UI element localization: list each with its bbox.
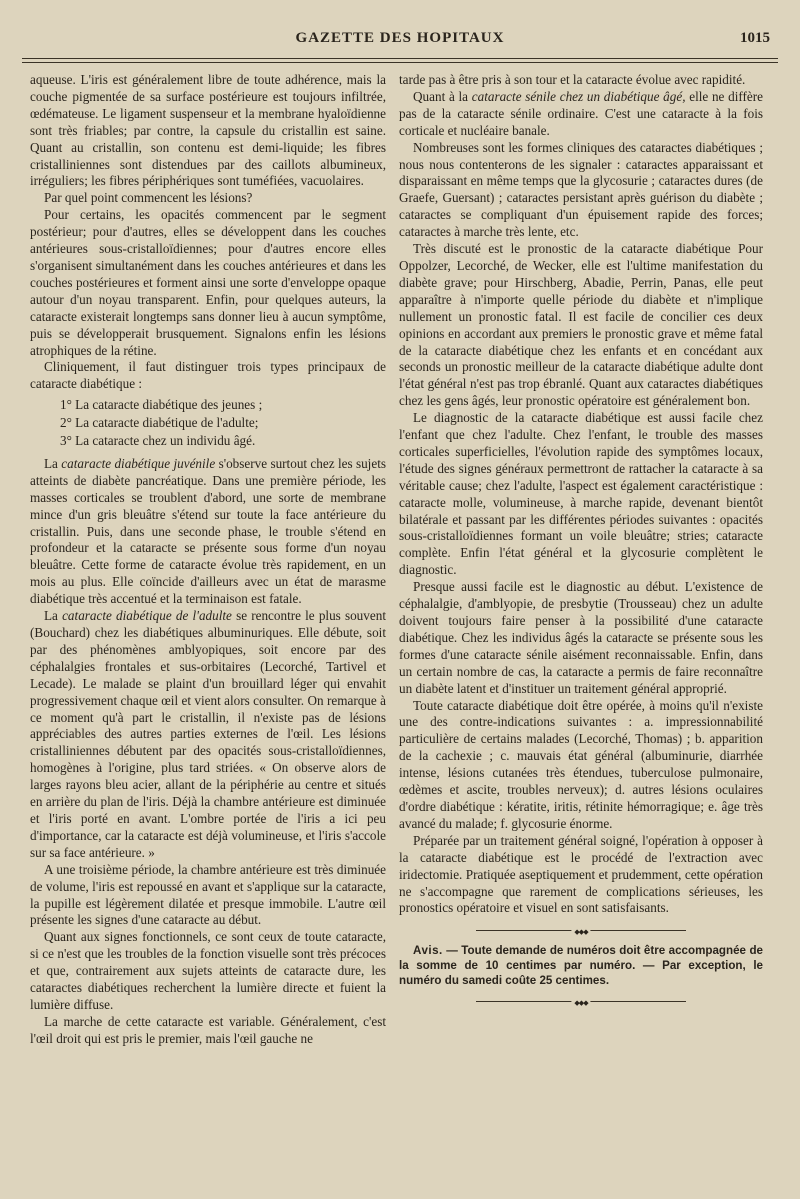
left-column: [30, 72, 386, 1048]
paragraph-senile: Quant à la cataracte sénile chez un diabétique âgé, elle ne diffère pas de la cataracte sénile ordinaire. C'est une cataracte à la fois corticale et nucléaire banale.: [399, 88, 764, 138]
paragraph: Toute cataracte diabétique doit être opérée, à moins qu'il n'existe une des contre-indications suivantes : a. impressionnabilité particulière de certains malades (Lecorché, Thomas) ; b. apparition de la cachexie ; c. mauvais état général (albuminurie, diarrhée intense, lésions cutanées très étendues, tuberculose pulmonaire, œdèmes et ascite, troubles nerveux); d. autres lésions oculaires d'ordre diabétique : kératite, iritis, rétinite hémorragique; e. âge très avancé du malade; f. glycosurie énorme.: [399, 697, 763, 831]
paragraph: aqueuse. L'iris est généralement libre de toute adhérence, mais la couche pigmentée de sa surface postérieure est toujours infiltrée, œdémateuse. Le ligament suspenseur et la membrane hyaloïdienne sont très friables; par contre, la capsule du cristallin est saine. Quant au cristallin, son contenu est demi-liquide; les fibres cristalliniennes sont distendues par des caillots albumineux, irréguliers; les fibres périphériques sont tuméfiées, vacuolaires.: [30, 72, 386, 189]
paragraph: Très discuté est le pronostic de la cataracte diabétique Pour Oppolzer, Lecorché, de Wecker, elle est l'ultime manifestation du diabète grave; pour Hirschberg, Abadie, Perrin, Panas, elle peut apparaître à n'importe quelle période du diabète et n'implique nullement un pronostic fatal. Il est facile de concilier ces deux opinions en accordant aux premiers le pronostic grave et même fatal de la cataracte diabétique chez les enfants et en concédant aux seconds un pronostic meilleur de la cataracte diabétique adulte dont l'état général n'est pas trop ébranlé. Quant aux cataractes diabétiques chez les gens âgés, leur pronostic opératoire est généralement bon.: [399, 241, 763, 409]
paragraph: Pour certains, les opacités commencent par le segment postérieur; pour d'autres, elles se développent dans les couches antérieures sous-cristalloïdiennes; pour d'autres encore elles s'organisent simultanément dans les couches antérieures et dans les couches postérieures et forment ainsi une sorte d'enveloppe opaque autour d'un noyau transparent. Enfin, pour quelques auteurs, la cataracte existerait longtemps sans donner lieu à aucun symptôme, puis se développerait brusquement. Signalons enfin les lésions atrophiques de la rétine.: [30, 207, 386, 358]
list-item: 2° La cataracte diabétique de l'adulte;: [60, 415, 259, 431]
paragraph: Par quel point commencent les lésions?: [44, 190, 253, 206]
journal-title: GAZETTE DES HOPITAUX: [295, 30, 505, 46]
notice-label: Avis.: [413, 944, 443, 958]
ornament-separator: [476, 925, 686, 935]
page-header: [22, 30, 778, 54]
term-juvenile: cataracte diabétique juvénile: [61, 455, 216, 471]
term-senile: cataracte sénile chez un diabétique âgé,: [471, 88, 686, 104]
notice-text: — Toute demande de numéros doit être accompagnée de la somme de 10 centimes par numéro. — Par exception, le numéro du samedi coûte 25 centimes.: [399, 944, 763, 988]
cataract-types-list: [30, 397, 386, 450]
paragraph: Le diagnostic de la cataracte diabétique est aussi facile chez l'enfant que chez l'adulte. Chez l'enfant, le trouble des masses corticales superficielles, l'évolution rapide des symptômes locaux, l'étude des signes généraux permettront de rattacher la cataracte à sa véritable cause; chez l'adulte, l'aspect est également caractéristique : cataracte molle, volumineuse, à marche rapide, devenant bientôt bilatérale et passant par les différentes périodes suivantes : opacités sous-cristalloïdiennes formant un voile bleuâtre; stries; cataracte complète. Enfin l'état général et la glycosurie complètent le diagnostic.: [399, 410, 763, 578]
paragraph: Préparée par un traitement général soigné, l'opération à opposer à la cataracte diabétique est le procédé de l'extraction avec iridectomie. Pratiquée aseptiquement et prudemment, cette opération ne s'accompagne que rarement de complications sérieuses, les pronostics opératoire et visuel en sont satisfaisants.: [399, 832, 763, 916]
paragraph-juvenile: La cataracte diabétique juvénile s'observe surtout chez les sujets atteints de diabète pancréatique. Dans une première période, les masses corticales se troublent d'abord, une sorte de membrane mince d'un gris bleuâtre s'étend sur toute la face antérieure du cristallin. Puis, dans une seconde phase, le trouble s'étend en profondeur et la cataracte se présente sous forme d'un noyau bleuâtre. Cette forme de cataracte évolue très rapidement, en un mois au plus. Elle coïncide d'ailleurs avec un état de marasme diabétique très accentué et la terminaison est fatale.: [30, 455, 386, 607]
notice-avis: [399, 943, 763, 988]
header-rule: [22, 58, 778, 59]
list-item: 1° La cataracte diabétique des jeunes ;: [60, 397, 263, 413]
paragraph: La marche de cette cataracte est variable. Généralement, c'est l'œil droit qui est pris le premier, mais l'œil gauche ne: [30, 1013, 386, 1046]
page-number: 1015: [740, 30, 770, 46]
paragraph-adult: La cataracte diabétique de l'adulte se rencontre le plus souvent (Bouchard) chez les diabétiques albuminuriques. Elle débute, soit par des phénomènes amblyopiques, soit encore par des céphalalgies frontales et sus-orbitaires (Lecorché, Tartivel et Lecade). Le malade se plaint d'un brouillard léger qui envahit progressivement chaque œil et vient alors consulter. On remarque à ce moment qu'à part le cristallin, il n'existe pas de lésions appréciables des autres parties externes de l'œil. Les lésions cristalliniennes débutent par des opacités sous-cristalloïdiennes, homogènes à l'origine, plus tard striées. « On observe alors de larges rayons bleu acier, allant de la périphérie au centre et situés en arrière du plan de l'iris. Déjà la chambre antérieure est diminuée et l'iris porté en avant. L'ombre portée de l'iris a ici peu d'importance, car la cataracte est déjà volumineuse, et l'iris s'accole sur sa face antérieure. »: [30, 608, 386, 860]
list-item: 3° La cataracte chez un individu âgé.: [60, 433, 256, 449]
right-column: [399, 72, 763, 1014]
paragraph: Quant aux signes fonctionnels, ce sont ceux de toute cataracte, si ce n'est que les troubles de la fonction visuelle sont très précoces et que, contrairement aux sujets atteints de cataracte dure, les cataractes diabétiques recherchent la lumière directe et fuient la lumière diffuse.: [30, 929, 386, 1012]
paragraph: A une troisième période, la chambre antérieure est très diminuée de volume, l'iris est repoussé en avant et s'applique sur la cataracte, la pupille est légèrement dilatée et presque immobile. L'autre œil présente les signes d'une cataracte au début.: [30, 861, 386, 928]
header-rule-thin: [22, 62, 778, 63]
term-adult: cataracte diabétique de l'adulte: [62, 608, 232, 624]
ornament-separator: [476, 996, 686, 1006]
paragraph: Cliniquement, il faut distinguer trois types principaux de cataracte diabétique :: [30, 359, 386, 392]
paragraph: Nombreuses sont les formes cliniques des cataractes diabétiques ; nous nous contenterons de les signaler : cataractes apparaissant et disparaissant en même temps que la glycosurie ; cataractes dures (de Graefe, Guersant) ; cataractes persistant après guérison du diabète ; cataractes se compliquant d'un épuisement rapide des forces; cataractes à marche très lente, etc.: [399, 139, 763, 240]
paragraph: Presque aussi facile est le diagnostic au début. L'existence de céphalalgie, d'amblyopie, de presbytie (Trousseau) chez un adulte doivent toujours faire penser à la possibilité d'une cataracte diabétique. Chez les individus âgés la cataracte se présente sous les formes d'une cataracte sénile aisément reconnaissable. Enfin, dans un certain nombre de cas, la cataracte a permis de faire reconnaître un diabète latent et d'instituer un traitement général approprié.: [399, 579, 763, 696]
paragraph: tarde pas à être pris à son tour et la cataracte évolue avec rapidité.: [399, 72, 746, 87]
